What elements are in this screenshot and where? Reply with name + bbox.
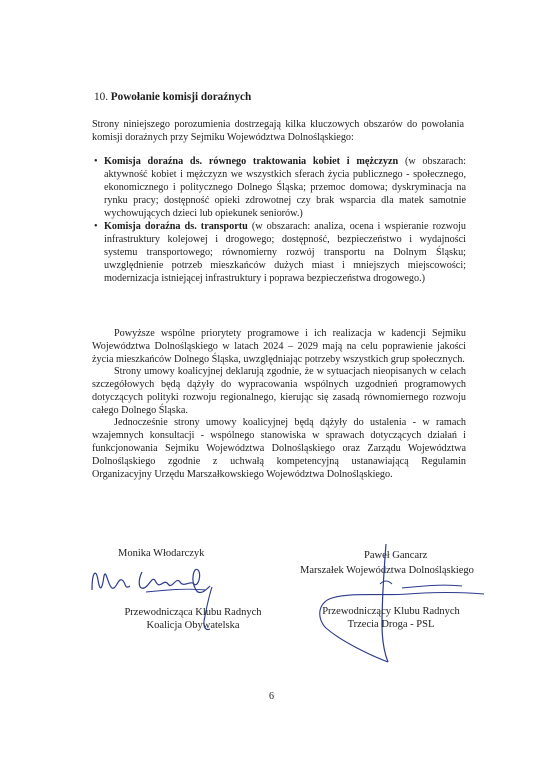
right-signatory-role: Marszałek Województwa Dolnośląskiego: [300, 565, 474, 576]
body-paragraph: Strony umowy koalicyjnej deklarują zgodnie, że w sytuacjach nieopisanych w celach szczegółowych będą dążyły do wypracowania wspólnych uzgodnień programowych dotyczących polityki rozwoju regionalnego, kierując się zasadą równomiernego rozwoju całego Dolnego Śląska.: [92, 366, 466, 416]
left-handwritten-signature: [86, 560, 216, 602]
committee-description: (w obszarach: analiza, ocena i wspieranie rozwoju infrastruktury kolejowej i drogowego; dostępność, bezpieczeństwo i wydajności systemu transportowego; równomierny rozwój transportu na Dolnym Śląsku; uwzględnienie potrzeb mieszkańców dużych miast i mniejszych miejscowości; modernizacja istniejącej infrastruktury i poprawa bezpieczeństwa drogowego.): [104, 221, 466, 284]
right-signatory-title: Przewodniczący Klubu Radnych Trzecia Droga - PSL: [322, 606, 460, 630]
right-signatory-name: Paweł Gancarz: [364, 550, 428, 561]
section-heading: [94, 91, 251, 103]
bullet-marker: •: [94, 221, 98, 232]
page-number: 6: [269, 691, 274, 702]
list-item: [94, 155, 466, 220]
committee-list: [94, 155, 466, 285]
intro-paragraph: Strony niniejszego porozumienia dostrzegają kilka kluczowych obszarów do powołania komisji doraźnych przy Sejmiku Województwa Dolnośląskiego:: [92, 119, 464, 143]
body-paragraph: Powyższe wspólne priorytety programowe i ich realizacja w kadencji Sejmiku Województwa Dolnośląskiego w latach 2024 – 2029 mają na celu poprawienie jakości życia mieszkańców Dolnego Śląska, uwzględniając potrzeby wszystkich grup społecznych.: [92, 328, 466, 365]
committee-name: Komisja doraźna ds. transportu: [104, 221, 248, 232]
section-number: 10.: [94, 91, 108, 103]
left-signatory-name: Monika Włodarczyk: [118, 548, 205, 559]
list-item: [94, 220, 466, 285]
section-title: Powołanie komisji doraźnych: [110, 91, 252, 103]
body-paragraph: Jednocześnie strony umowy koalicyjnej będą dążyły do ustalenia - w ramach wzajemnych konsultacji - wspólnego stanowiska w sprawach dotyczących działań i funkcjonowania Sejmiku Województwa Dolnośląskiego oraz Zarządu Województwa Dolnośląskiego zgodnie z uchwałą kompetencyjną ustanawiającą Regulamin Organizacyjny Urzędu Marszałkowskiego Województwa Dolnośląskiego.: [92, 417, 466, 480]
bullet-marker: •: [94, 156, 98, 167]
committee-description: (w obszarach: aktywność kobiet i mężczyzn we wszystkich sferach życia publicznego - społecznego, ekonomicznego i politycznego Dolnego Śląska; przemoc domowa; dyskryminacja na rynku pracy; dostępność opieki zdrowotnej czy brak wsparcia dla matek samotnie wychowujących dzieci lub opiekunek seniorów.): [104, 156, 466, 219]
left-signatory-title: Przewodnicząca Klubu Radnych Koalicja Obywatelska: [124, 607, 262, 631]
committee-name: Komisja doraźna ds. równego traktowania kobiet i mężczyzn: [104, 156, 399, 167]
